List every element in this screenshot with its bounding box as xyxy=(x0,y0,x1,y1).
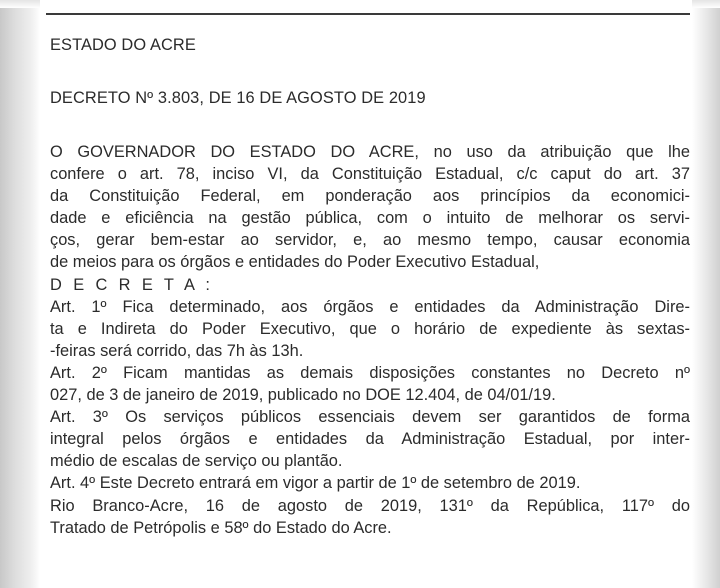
decreta-heading: D E C R E T A : xyxy=(50,275,214,294)
page-shadow-left xyxy=(0,0,40,588)
body-line: confere o art. 78, inciso VI, da Constituição Estadual, c/c caput do art. 37 xyxy=(50,165,690,184)
body-line: 027, de 3 de janeiro de 2019, publicado no DOE 12.404, de 04/01/19. xyxy=(50,386,556,405)
body-line: O GOVERNADOR DO ESTADO DO ACRE, no uso da atribuição que lhe xyxy=(50,143,690,161)
body-line: ta e Indireta do Poder Executivo, que o horário de expediente às sextas- xyxy=(50,319,690,338)
body-line: de meios para os órgãos e entidades do Poder Executivo Estadual, xyxy=(50,253,540,272)
top-rule xyxy=(46,13,690,15)
decree-title: DECRETO Nº 3.803, DE 16 DE AGOSTO DE 2019 xyxy=(50,89,426,107)
body-line: integral pelos órgãos e entidades da Administração Estadual, por inter- xyxy=(50,430,690,449)
body-line: da Constituição Federal, em ponderação aos princípios da economici- xyxy=(50,187,690,206)
body-line: Tratado de Petrópolis e 58º do Estado do Acre. xyxy=(50,518,392,537)
state-heading: ESTADO DO ACRE xyxy=(50,36,196,54)
signature-place-date: Rio Branco-Acre, 16 de agosto de 2019, 131º da República, 117º do xyxy=(50,496,690,515)
article-2: Art. 2º Ficam mantidas as demais disposições constantes no Decreto nº xyxy=(50,363,690,382)
decree-body xyxy=(50,141,690,539)
body-line: ços, gerar bem-estar ao servidor, e, ao mesmo tempo, causar economia xyxy=(50,231,690,250)
article-1: Art. 1º Fica determinado, aos órgãos e entidades da Administração Dire- xyxy=(50,297,690,316)
body-line: -feiras será corrido, das 7h às 13h. xyxy=(50,341,304,360)
article-4: Art. 4º Este Decreto entrará em vigor a partir de 1º de setembro de 2019. xyxy=(50,474,581,493)
document-page xyxy=(40,0,692,588)
body-line: médio de escalas de serviço ou plantão. xyxy=(50,452,343,471)
article-3: Art. 3º Os serviços públicos essenciais devem ser garantidos de forma xyxy=(50,408,690,427)
page-shadow-right xyxy=(692,0,720,588)
body-line: dade e eficiência na gestão pública, com o intuito de melhorar os servi- xyxy=(50,209,690,228)
